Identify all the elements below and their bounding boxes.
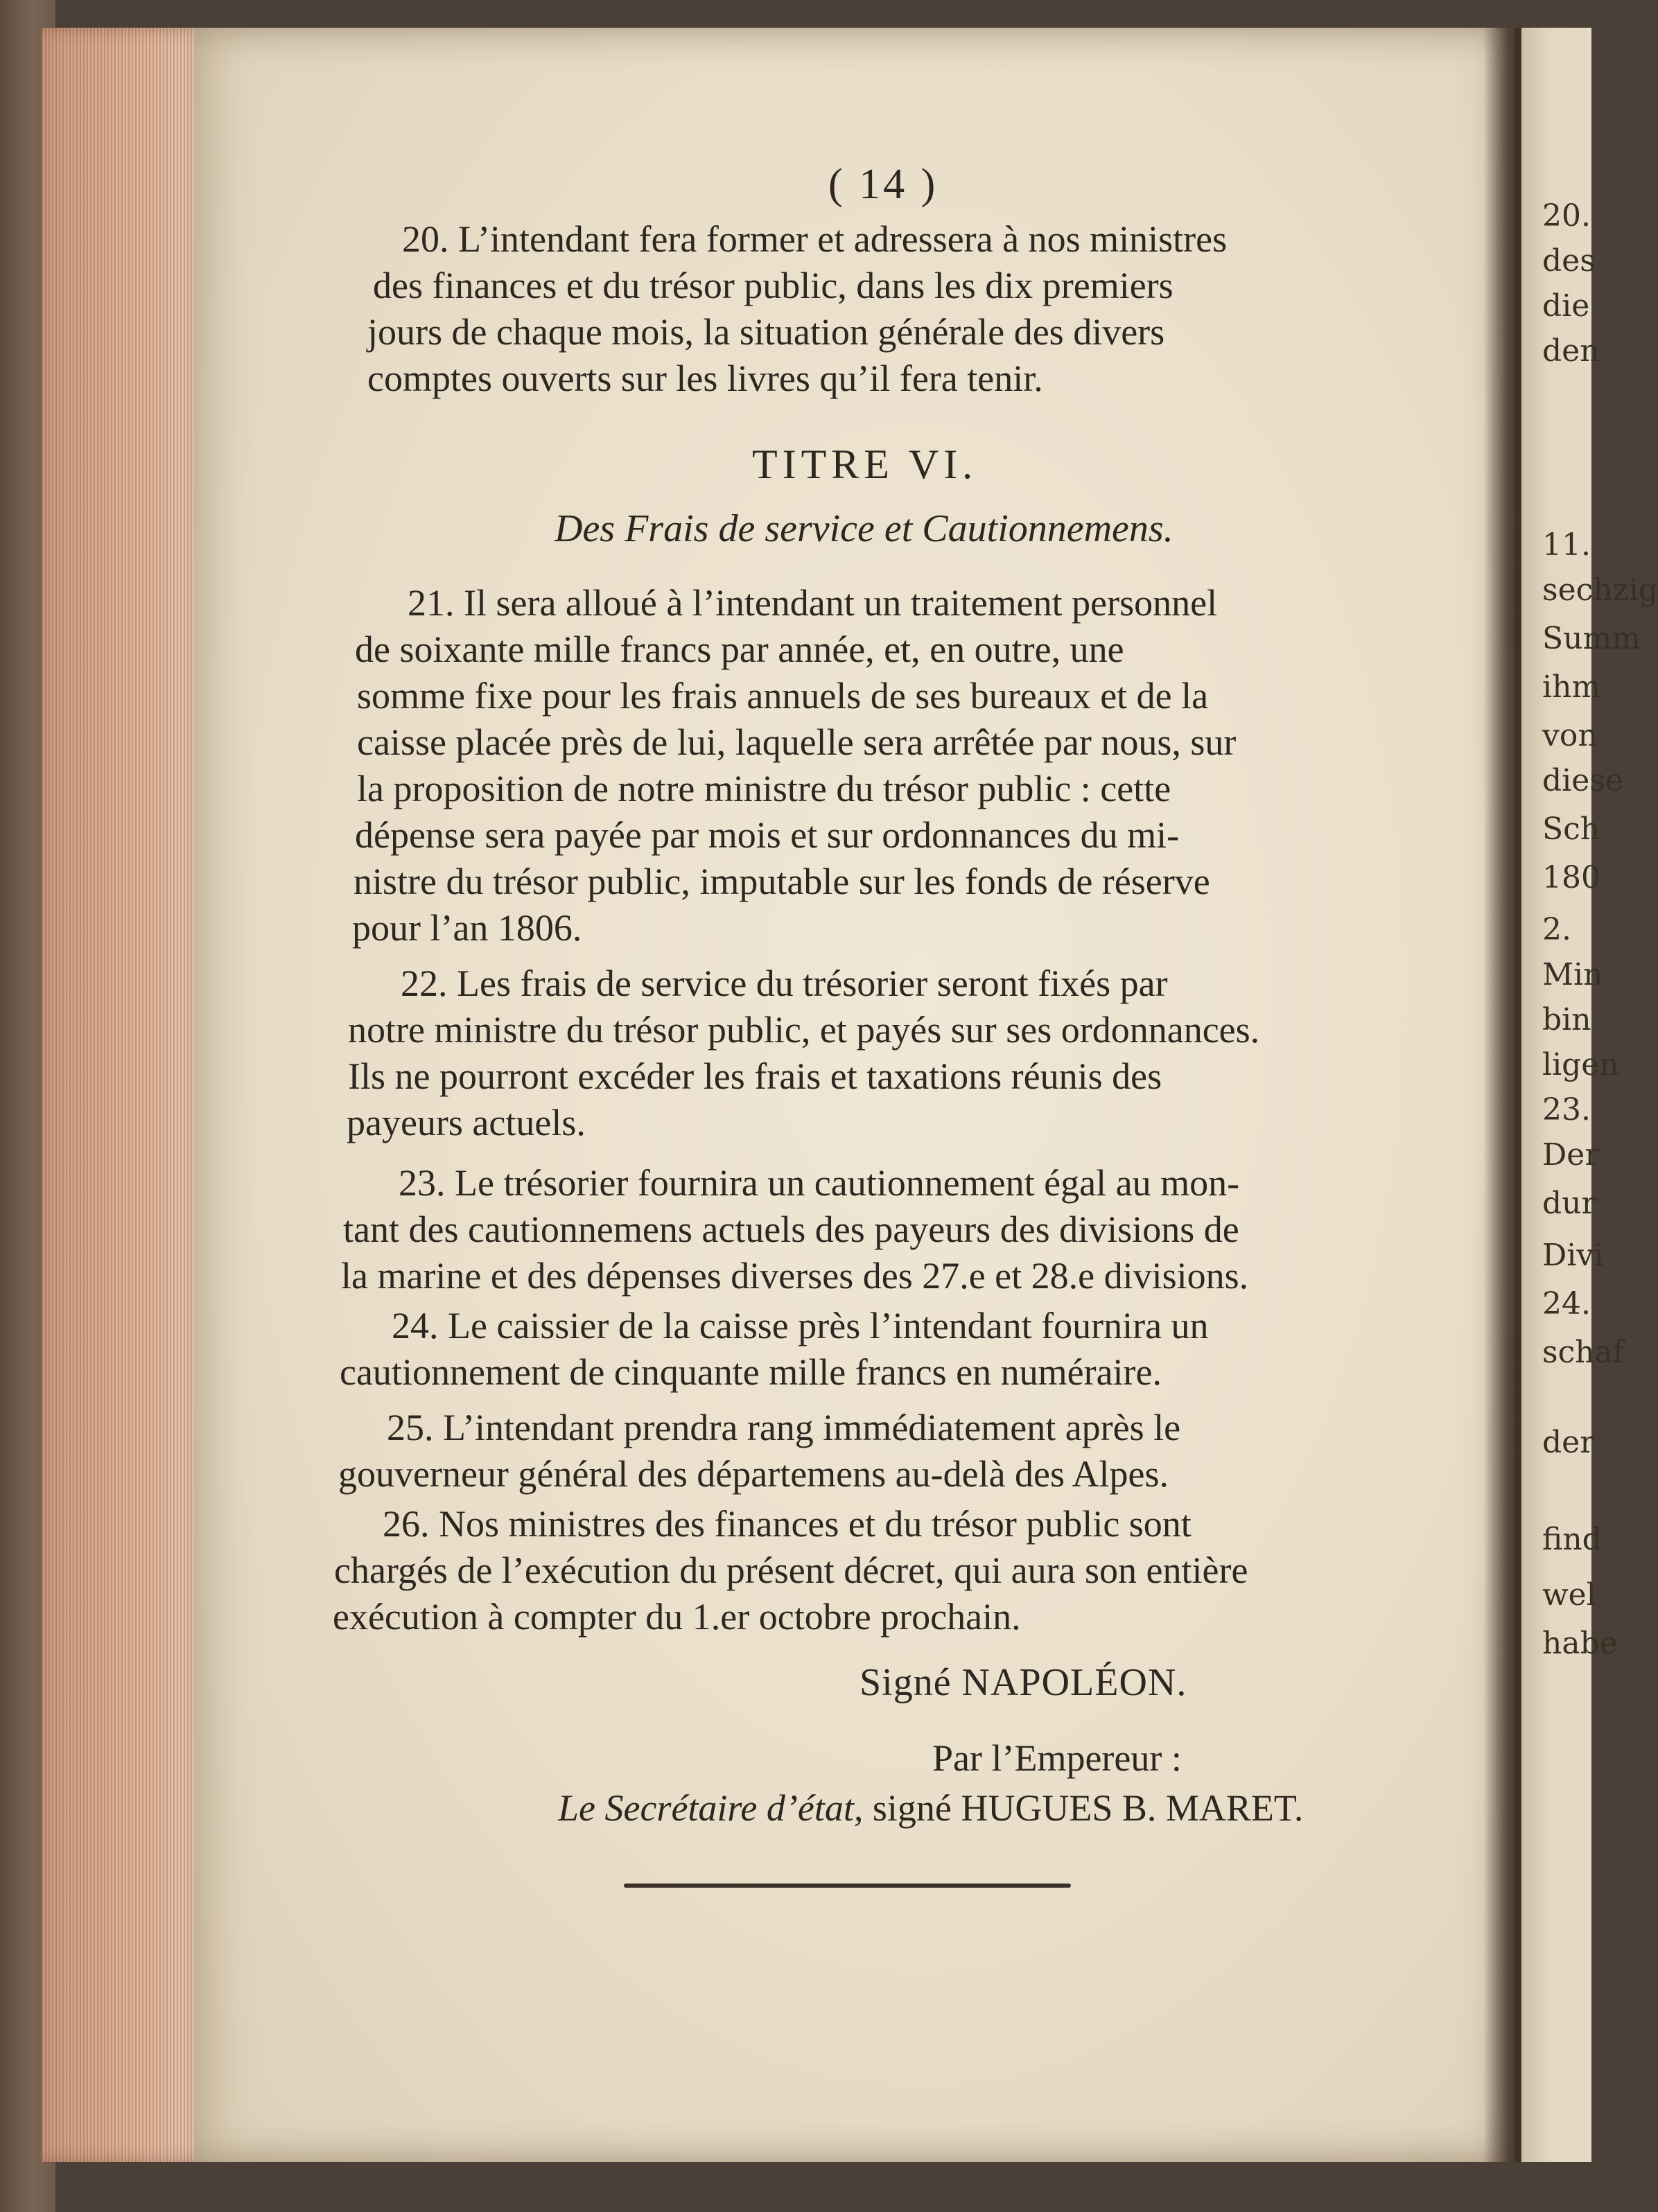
facing-fragment: bin [1542, 1002, 1591, 1037]
text-line: comptes ouverts sur les livres qu’il fera tenir. [367, 358, 1043, 399]
facing-fragment: dur [1542, 1186, 1596, 1221]
facing-fragment: der [1542, 1425, 1595, 1460]
text-line: notre ministre du trésor public, et payés sur ses ordonnances. [348, 1009, 1260, 1051]
text-line: 26. Nos ministres des finances et du trésor public sont [383, 1503, 1192, 1545]
book-gutter [1483, 28, 1525, 2162]
text-line: jours de chaque mois, la situation générale des divers [367, 311, 1165, 353]
text-line: 24. Le caissier de la caisse près l’intendant fournira un [392, 1305, 1209, 1346]
section-title: TITRE VI. [752, 441, 978, 487]
text-line: nistre du trésor public, imputable sur les fonds de réserve [354, 861, 1210, 902]
text-line: exécution à compter du 1.er octobre prochain. [333, 1596, 1021, 1638]
signature-napoleon: Signé NAPOLÉON. [859, 1661, 1187, 1704]
text-line: 25. L’intendant prendra rang immédiatement après le [387, 1407, 1181, 1448]
facing-fragment: wel [1542, 1577, 1596, 1613]
text-line: 22. Les frais de service du trésorier seront fixés par [401, 963, 1168, 1004]
text-line: Ils ne pourront excéder les frais et taxations réunis des [348, 1055, 1162, 1097]
facing-fragment: die [1542, 288, 1590, 324]
text-line: dépense sera payée par mois et sur ordonnances du mi- [355, 814, 1180, 856]
facing-fragment: schaf [1542, 1335, 1625, 1370]
facing-fragment: habe [1542, 1626, 1618, 1661]
facing-fragment: 24. [1542, 1286, 1591, 1322]
text-line: cautionnement de cinquante mille francs en numéraire. [340, 1351, 1162, 1393]
facing-fragment: ihm [1542, 669, 1601, 705]
section-subtitle: Des Frais de service et Cautionnemens. [555, 507, 1173, 550]
facing-fragment: diese [1542, 763, 1623, 798]
secretary-name: signé HUGUES B. MARET. [872, 1787, 1304, 1829]
facing-fragment: 11. [1542, 527, 1591, 563]
facing-fragment: den [1542, 333, 1600, 369]
closing-rule [624, 1884, 1071, 1888]
facing-fragment: des [1542, 243, 1596, 279]
text-line: caisse placée près de lui, laquelle sera arrêtée par nous, sur [357, 721, 1237, 763]
text-line: la proposition de notre ministre du trésor public : cette [357, 768, 1171, 809]
text-line: somme fixe pour les frais annuels de ses bureaux et de la [357, 675, 1209, 717]
text-line: 21. Il sera alloué à l’intendant un traitement personnel [408, 582, 1218, 624]
text-line: de soixante mille francs par année, et, en outre, une [355, 629, 1124, 670]
par-l-empereur: Par l’Empereur : [932, 1737, 1182, 1779]
facing-fragment: Divi [1542, 1238, 1604, 1273]
secretary-signature [558, 1789, 1303, 1827]
facing-fragment: Sch [1542, 811, 1600, 847]
facing-fragment: Der [1542, 1137, 1600, 1173]
text-line: pour l’an 1806. [352, 907, 582, 949]
facing-fragment: ligen [1542, 1047, 1619, 1082]
text-line: payeurs actuels. [347, 1102, 586, 1143]
text-line: 23. Le trésorier fournira un cautionnement égal au mon- [399, 1162, 1240, 1204]
facing-fragment: von [1542, 718, 1598, 753]
page-number: ( 14 ) [828, 161, 939, 208]
text-line: chargés de l’exécution du présent décret, qui aura son entière [334, 1550, 1248, 1591]
facing-fragment: sechzig [1542, 572, 1658, 608]
text-line: tant des cautionnemens actuels des payeurs des divisions de [343, 1209, 1239, 1250]
facing-fragment: find [1542, 1522, 1602, 1557]
facing-fragment: 2. [1542, 912, 1571, 947]
facing-fragment: 180 [1542, 860, 1600, 895]
facing-fragment: 20. [1542, 198, 1591, 234]
facing-fragment: Summ [1542, 621, 1641, 656]
secretary-title: Le Secrétaire d’état, [558, 1787, 864, 1829]
text-line: 20. L’intendant fera former et adressera à nos ministres [402, 218, 1228, 260]
text-line: des finances et du trésor public, dans les dix premiers [373, 265, 1173, 306]
text-line: gouverneur général des départemens au-delà des Alpes. [338, 1453, 1169, 1495]
facing-fragment: Min [1542, 957, 1603, 992]
text-line: la marine et des dépenses diverses des 27.e et 28.e divisions. [341, 1255, 1249, 1297]
stacked-page-edges [42, 28, 215, 2162]
facing-fragment: 23. [1542, 1092, 1591, 1127]
